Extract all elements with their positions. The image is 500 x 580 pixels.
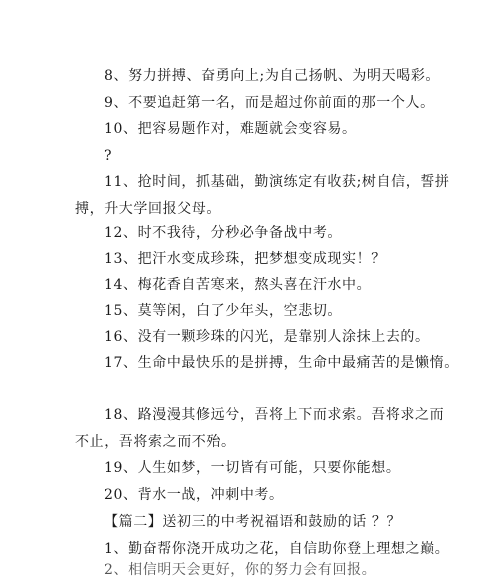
- section-heading: 【篇二】送初三的中考祝福语和鼓励的话 ？？: [104, 514, 402, 530]
- text-line-cut-off: 2、相信明天会更好，你的努力会有回报。: [104, 562, 377, 578]
- text-line: 20、背水一战，冲刺中考。: [104, 487, 284, 503]
- text-line: 18、路漫漫其修远兮，吾将上下而求索。吾将求之而: [104, 407, 445, 423]
- text-line: 17、生命中最快乐的是拼搏，生命中最痛苦的是懒惰。: [104, 355, 459, 371]
- text-line: 12、时不我待，分秒必争备战中考。: [104, 225, 343, 241]
- text-line-continuation: 搏，升大学回报父母。: [75, 201, 221, 217]
- text-line: 13、把汗水变成珍珠，把梦想变成现实！？: [104, 251, 386, 267]
- question-mark-line: ?: [104, 148, 112, 164]
- text-line: 1、勤奋帮你浇开成功之花，自信助你登上理想之巅。: [104, 541, 450, 557]
- text-line: 8、努力拼搏、奋勇向上;为自己扬帆、为明天喝彩。: [104, 68, 441, 84]
- text-line: 11、抢时间，抓基础，勤演练定有收获;树自信，誓拼: [104, 174, 450, 190]
- text-line: 16、没有一颗珍珠的闪光，是靠别人涂抹上去的。: [104, 329, 430, 345]
- text-line: 15、莫等闲，白了少年头，空悲切。: [104, 303, 343, 319]
- text-line: 9、不要追赶第一名，而是超过你前面的那一个人。: [104, 95, 435, 111]
- text-line: 19、人生如梦，一切皆有可能，只要你能想。: [104, 460, 401, 476]
- text-line: 10、把容易题作对，难题就会变容易。: [104, 121, 357, 137]
- text-line: 14、梅花香自苦寒来，熬头喜在汗水中。: [104, 277, 372, 293]
- text-line-continuation: 不止，吾将索之而不殆。: [75, 434, 236, 450]
